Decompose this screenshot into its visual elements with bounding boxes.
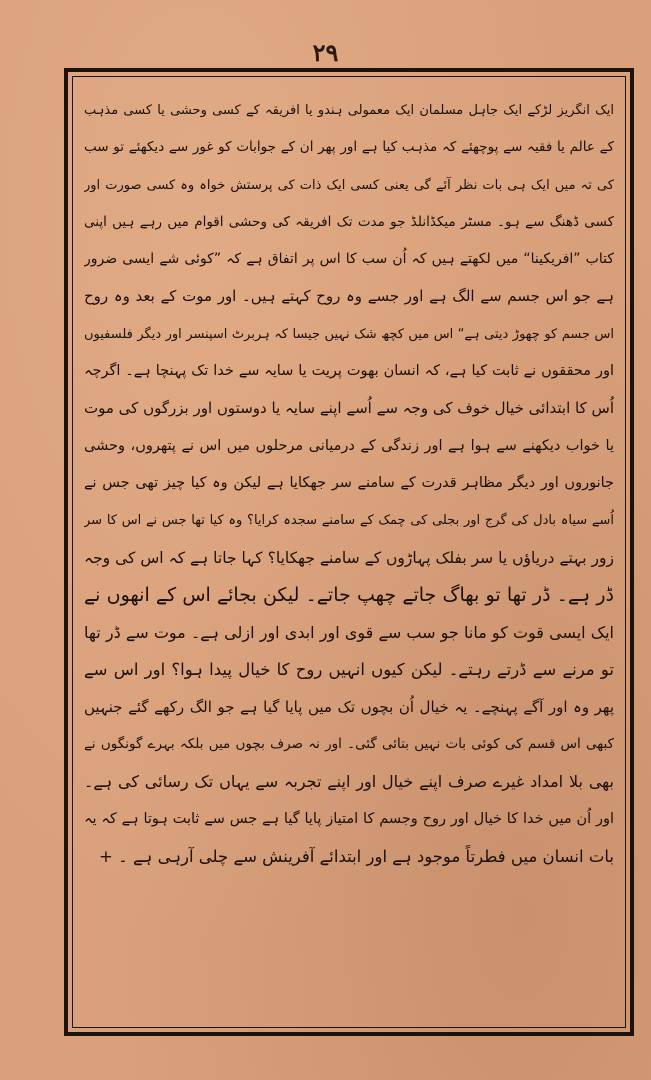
text-line-1: ایک انگریز لڑکے ایک جاہل مسلمان ایک معمولی ہندو یا افریقہ کے کسی وحشی یا کسی مذہب: [84, 103, 614, 118]
text-line-16: تو مرنے سے ڈرتے رہتے۔ لیکن کیوں انہیں روح کا خیال پیدا ہوا؟ اور اس سے: [84, 660, 614, 680]
urdu-text-block: [84, 92, 614, 1012]
text-line-18: کبھی اس قسم کی کوئی بات نہیں بتائی گئی۔ اور نہ صرف بچوں میں بلکہ بہرے گونگوں نے: [84, 736, 614, 753]
text-line-13: زور بہتے دریاؤں یا سر بفلک پہاڑوں کے سامنے جھکایا؟ کہا جاتا ہے کہ اس کی وجہ: [84, 548, 614, 567]
text-line-6: ہے جو اس جسم سے الگ ہے اور جسے وہ روح کہتے ہیں۔ اور موت کے بعد وہ روح: [84, 287, 614, 306]
text-line-4: کسی ڈھنگ سے ہو۔ مسٹر میکڈانلڈ جو مدت تک افریقہ کی وحشی اقوام میں رہے ہیں اپنی: [84, 213, 614, 230]
text-line-8: اور محققوں نے ثابت کیا ہے، کہ انسان بھوت پریت یا سایہ سے خدا تک پہنچا ہے۔ اگرچہ: [84, 363, 614, 380]
page-number: ۲۹: [312, 38, 339, 67]
text-line-20: اور اُن میں خدا کا خیال اور روح وجسم کا امتیاز پایا گیا ہے جس سے ثابت ہوتا ہے کہ یہ: [84, 810, 614, 827]
text-line-12: اُسے سیاہ بادل کی گرج اور بجلی کی چمک کے سامنے سجدہ کرایا؟ وہ کیا تھا جس نے اس کا سر: [84, 513, 614, 529]
text-line-11: جانوروں اور دیگر مظاہر قدرت کے سامنے سر جھکایا ہے لیکن وہ کیا چیز تھی جس نے: [84, 474, 614, 491]
text-line-5: کتاب ”افریکینا“ میں لکھتے ہیں کہ اُن سب کا اس پر اتفاق ہے کہ ”کوئی شے ایسی ضرور: [84, 251, 614, 268]
text-line-10: یا خواب دیکھنے سے ہوا ہے اور زندگی کے درمیانی مرحلوں میں اس نے پتھروں، وحشی: [84, 437, 614, 454]
text-line-3: کی تہ میں ایک ہی بات نظر آئے گی یعنی کسی ایک ذات کی پرستش خواہ وہ کسی صورت اور: [84, 177, 614, 193]
text-line-19: بھی بلا امداد غیرے صرف اپنے خیال اور اپنے تجربہ سے یہاں تک رسائی کی ہے۔: [84, 772, 614, 792]
text-line-7: اس جسم کو چھوڑ دیتی ہے“ اس میں کچھ شک نہیں جیسا کہ ہربرٹ اسپنسر اور دیگر فلسفیوں: [84, 326, 614, 342]
text-line-14: ڈر ہے۔ ڈر تھا تو بھاگ جاتے چھپ جاتے۔ لیکن بجائے اس کے انھوں نے: [84, 583, 614, 606]
text-line-2: کے عالم یا فقیہ سے پوچھئے کہ مذہب کیا ہے اور پھر ان کے جوابات کو غور سے دیکھئے تو سب: [84, 139, 614, 156]
text-line-15: ایک ایسی قوت کو مانا جو سب سے قوی اور ابدی اور ازلی ہے۔ موت سے ڈر تھا: [84, 623, 614, 643]
text-line-17: پھر وہ اور آگے پہنچے۔ یہ خیال اُن بچوں تک میں پایا گیا ہے جو الگ رکھے گئے جنہیں: [84, 697, 614, 716]
text-line-9: اُس کا ابتدائی خیال خوف کی وجہ سے اُسے اپنے سایہ یا دوستوں اور بزرگوں کی موت: [84, 399, 614, 418]
text-line-21: بات انسان میں فطرتاً موجود ہے اور ابتدائے آفرینش سے چلی آرہی ہے ۔ +: [99, 846, 614, 866]
